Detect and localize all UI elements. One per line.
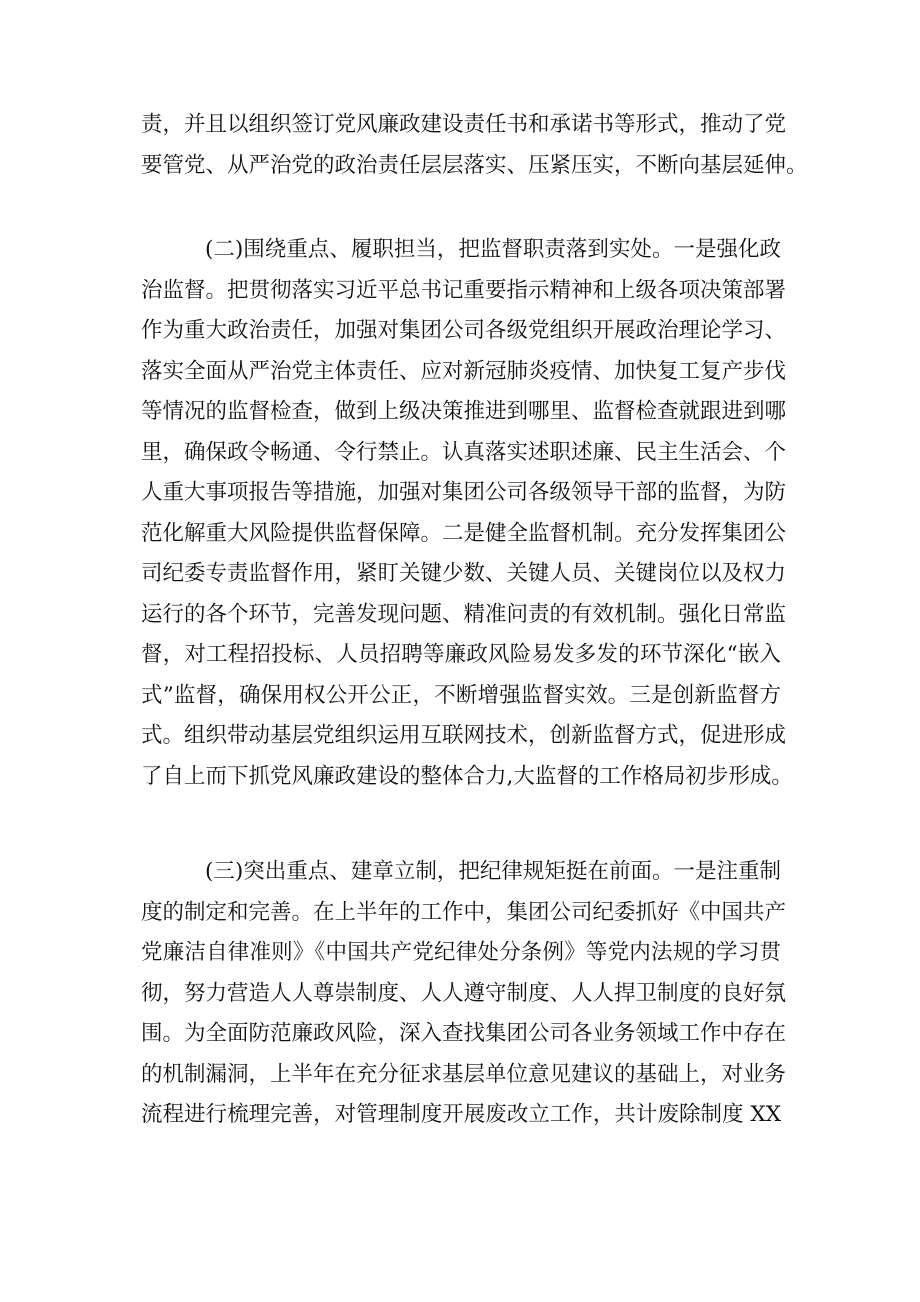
text-line: 度的制定和完善。在上半年的工作中，集团公司纪委抓好《中国共产 [141,899,787,925]
text-line: 要管党、从严治党的政治责任层层落实、压紧压实，不断向基层延伸。 [141,152,808,178]
paragraph-supervision [141,230,793,797]
text-line: 了自上而下抓党风廉政建设的整体合力,大监督的工作格局初步形成。 [141,763,793,789]
text-line: 治监督。把贯彻落实习近平总书记重要指示精神和上级各项决策部署 [141,277,787,303]
text-line: 党廉洁自律准则》《中国共产党纪律处分条例》等党内法规的学习贯 [141,940,781,965]
text-line: 责，并且以组织签订党风廉政建设责任书和承诺书等形式，推动了党 [141,112,787,137]
text-line: 范化解重大风险提供监督保障。二是健全监督机制。充分发挥集团公 [141,520,787,546]
text-line: 里，确保政令畅通、令行禁止。认真落实述职述廉、民主生活会、个 [141,439,787,465]
text-line: 的机制漏洞，上半年在充分征求基层单位意见建议的基础上，对业务 [141,1061,787,1087]
paragraph-continuation [141,105,808,186]
text-line: 落实全面从严治党主体责任、应对新冠肺炎疫情、加快复工复产步伐 [141,358,787,384]
text-line: 围。为全面防范廉政风险，深入查找集团公司各业务领域工作中存在 [141,1021,787,1046]
text-line: 司纪委专责监督作用，紧盯关键少数、关键人员、关键岗位以及权力 [141,561,787,586]
text-line: (三)突出重点、建章立制，把纪律规矩挺在前面。一是注重制 [205,859,781,884]
paragraph-regulations [141,852,787,1136]
text-line: 式”监督，确保用权公开公正，不断增强监督实效。三是创新监督方 [141,682,781,708]
text-line: 人重大事项报告等措施，加强对集团公司各级领导干部的监督，为防 [141,480,787,505]
text-line: 作为重大政治责任，加强对集团公司各级党组织开展政治理论学习、 [141,318,787,343]
text-line: 督，对工程招投标、人员招聘等廉政风险易发多发的环节深化“嵌入 [141,642,781,667]
text-line: 流程进行梳理完善，对管理制度开展废改立工作，共计废除制度 XX [141,1102,781,1127]
text-line: 式。组织带动基层党组织运用互联网技术，创新监督方式，促进形成 [141,723,787,748]
text-line: 等情况的监督检查，做到上级决策推进到哪里、监督检查就跟进到哪 [141,399,787,424]
text-line: (二)围绕重点、履职担当，把监督职责落到实处。一是强化政 [205,237,781,262]
text-line: 彻，努力营造人人尊崇制度、人人遵守制度、人人捍卫制度的良好氛 [141,980,787,1006]
text-line: 运行的各个环节，完善发现问题、精准问责的有效机制。强化日常监 [141,601,787,627]
